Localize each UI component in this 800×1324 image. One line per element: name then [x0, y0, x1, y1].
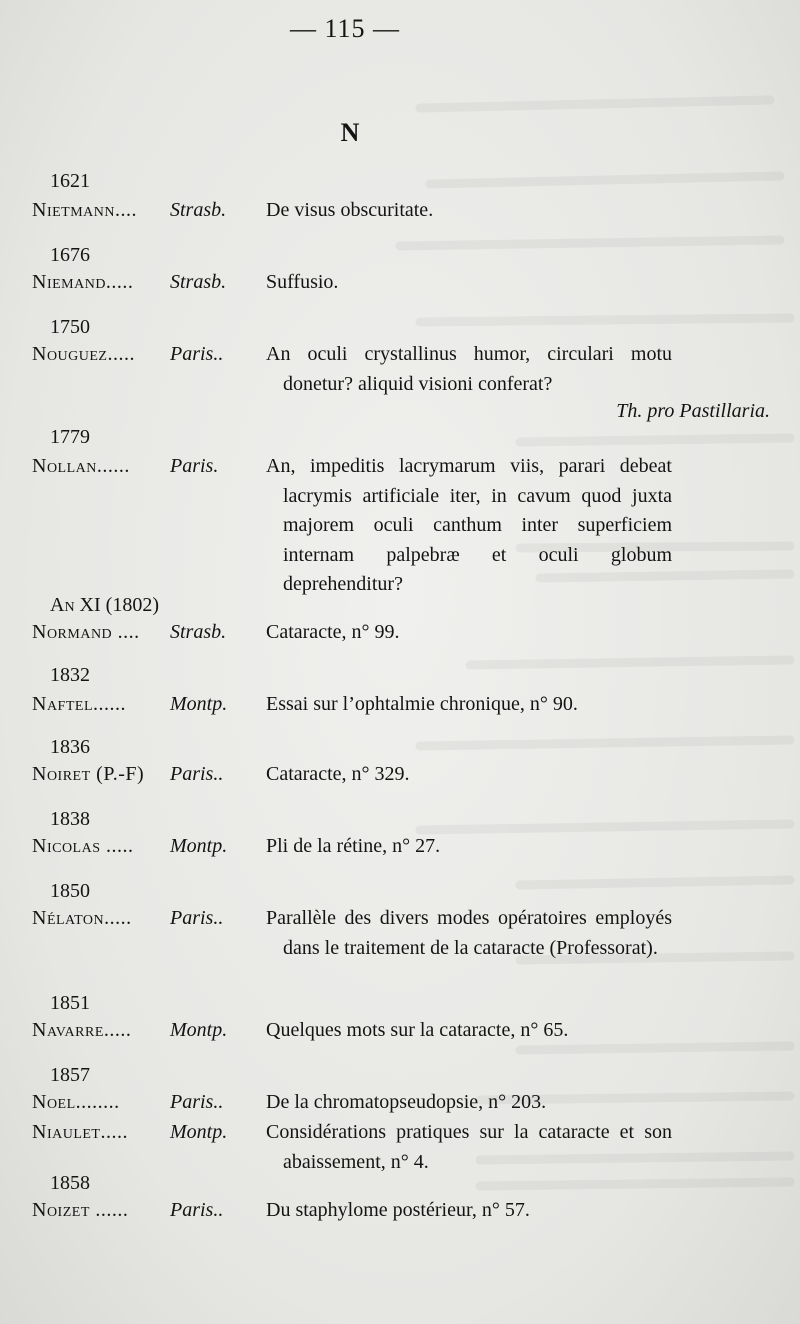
thesis-title: Pli de la rétine, n° 27. [266, 835, 441, 857]
thesis-title: Suffusio. [266, 271, 339, 293]
year-heading: 1858 [50, 1172, 90, 1194]
author-name: Nollan...... [32, 455, 130, 477]
thesis-note: Th. pro Pastillaria. [616, 400, 770, 422]
bibliography-entry [32, 618, 672, 648]
thesis-title: Cataracte, n° 329. [266, 763, 410, 785]
thesis-title: De visus obscuritate. [266, 199, 434, 221]
thesis-title: An oculi crystallinus humor, circulari motu donetur? aliquid visioni conferat? [266, 343, 672, 395]
year-heading: 1750 [50, 316, 90, 338]
thesis-title: Du staphylome postérieur, n° 57. [266, 1199, 530, 1221]
year-heading: 1832 [50, 664, 90, 686]
author-name: Normand .... [32, 621, 140, 643]
author-name: Navarre..... [32, 1019, 132, 1041]
bibliography-entry [32, 1118, 672, 1177]
bibliography-entry [32, 1088, 672, 1118]
bibliography-entry [32, 904, 672, 963]
thesis-title: Essai sur l’ophtalmie chronique, n° 90. [266, 693, 578, 715]
thesis-title: Quelques mots sur la cataracte, n° 65. [266, 1019, 569, 1041]
author-name: Nélaton..... [32, 907, 132, 929]
thesis-title: Considérations pratiques sur la cataracte et son abaissement, n° 4. [266, 1121, 672, 1173]
city: Strasb. [170, 621, 227, 643]
bibliography-entry [32, 196, 672, 226]
author-name: Nouguez..... [32, 343, 135, 365]
year-heading: 1850 [50, 880, 90, 902]
thesis-title: An, impeditis lacrymarum viis, parari debeat lacrymis artificiale iter, in cavum quod juxta majorem oculi canthum inter superficiem internam palpebræ et oculi globum deprehenditur? [266, 455, 672, 595]
year-heading: 1838 [50, 808, 90, 830]
author-name: Nicolas ..... [32, 835, 134, 857]
year-heading: 1676 [50, 244, 90, 266]
year-heading: 1836 [50, 736, 90, 758]
city: Strasb. [170, 271, 227, 293]
city: Paris.. [170, 343, 224, 365]
city: Strasb. [170, 199, 227, 221]
bibliography-entry [32, 690, 672, 720]
thesis-title: Cataracte, n° 99. [266, 621, 400, 643]
city: Paris. [170, 455, 219, 477]
year-heading: 1857 [50, 1064, 90, 1086]
year-heading: 1851 [50, 992, 90, 1014]
author-name: Noel........ [32, 1091, 120, 1113]
year-heading: 1621 [50, 170, 90, 192]
city: Montp. [170, 1121, 228, 1143]
city: Montp. [170, 835, 228, 857]
bibliography-entry [32, 832, 672, 862]
thesis-title: Parallèle des divers modes opératoires employés dans le traitement de la cataracte (Professorat). [266, 907, 672, 959]
year-heading: An XI (1802) [50, 594, 159, 616]
bibliography-entry [32, 1016, 672, 1046]
bibliography-entry [32, 452, 672, 600]
author-name: Naftel...... [32, 693, 126, 715]
bibliography-entry [32, 340, 672, 399]
thesis-title: De la chromatopseudopsie, n° 203. [266, 1091, 547, 1113]
page-number: — 115 — [289, 14, 401, 43]
year-heading: 1779 [50, 426, 90, 448]
author-name: Noizet ...... [32, 1199, 129, 1221]
city: Paris.. [170, 1199, 224, 1221]
city: Paris.. [170, 763, 224, 785]
author-name: Nietmann.... [32, 199, 137, 221]
author-name: Noiret (P.-F) [32, 763, 145, 785]
author-name: Niaulet..... [32, 1121, 128, 1143]
section-letter: N [340, 118, 360, 147]
city: Paris.. [170, 907, 224, 929]
bibliography-entry [32, 1196, 672, 1226]
city: Montp. [170, 693, 228, 715]
bibliography-entry [32, 760, 672, 790]
bibliography-entry [32, 268, 672, 298]
city: Paris.. [170, 1091, 224, 1113]
city: Montp. [170, 1019, 228, 1041]
author-name: Niemand..... [32, 271, 134, 293]
